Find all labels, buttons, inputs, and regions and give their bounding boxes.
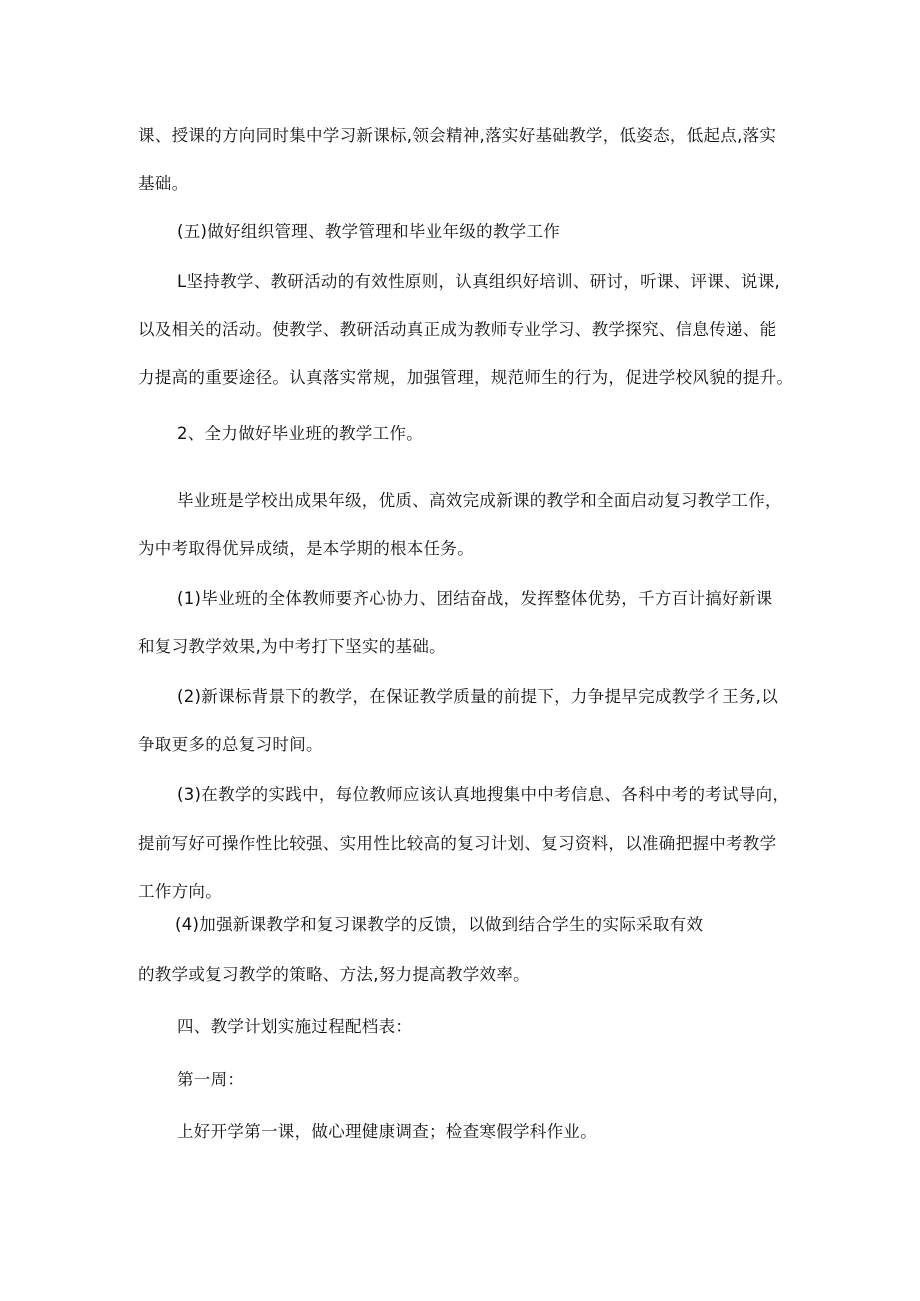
section-heading: (五)做好组织管理、教学管理和毕业年级的教学工作 [177, 222, 561, 241]
list-item-line: (2)新课标背景下的教学，在保证教学质量的前提下，力争提早完成教学彳王务,以 [177, 687, 779, 706]
paragraph-line: L坚持教学、教研活动的有效性原则，认真组织好培训、研讨，听课、评课、说课, [177, 272, 781, 291]
paragraph-line: 课、授课的方向同时集中学习新课标,领会精神,落实好基础教学，低姿态，低起点,落实 [138, 126, 777, 145]
list-item-line: (1)毕业班的全体教师要齐心协力、团结奋战，发挥整体优势，千方百计搞好新课 [177, 589, 773, 608]
paragraph-line: 争取更多的总复习时间。 [138, 735, 323, 754]
week-task: 上好开学第一课，做心理健康调查；检查寒假学科作业。 [177, 1122, 597, 1141]
paragraph-line: 毕业班是学校出成果年级，优质、高效完成新课的教学和全面启动复习教学工作， [177, 491, 782, 510]
paragraph-line: 提前写好可操作性比较强、实用性比较高的复习计划、复习资料，以准确把握中考教学 [138, 834, 777, 853]
paragraph-line: 力提高的重要途径。认真落实常规，加强管理，规范师生的行为，促进学校风貌的提升。 [138, 368, 794, 387]
section-heading: 四、教学计划实施过程配档表： [177, 1017, 413, 1036]
paragraph-line: 以及相关的活动。使教学、教研活动真正成为教师专业学习、教学探究、信息传递、能 [138, 320, 777, 339]
paragraph-line: 基础。 [138, 174, 189, 193]
list-item-line: (4)加强新课教学和复习课教学的反馈，以做到结合学生的实际采取有效 [175, 915, 704, 934]
paragraph-line: 和复习教学效果,为中考打下坚实的基础。 [138, 637, 446, 656]
list-item-line: (3)在教学的实践中，每位教师应该认真地搜集中中考信息、各科中考的考试导向， [177, 785, 790, 804]
paragraph-line: 工作方向。 [138, 882, 222, 901]
week-label: 第一周： [177, 1070, 245, 1089]
paragraph-line: 为中考取得优异成绩，是本学期的根本任务。 [138, 539, 474, 558]
paragraph-line: 的教学或复习教学的策略、方法,努力提高教学效率。 [138, 965, 530, 984]
subsection-heading: 2、全力做好毕业班的教学工作。 [177, 424, 423, 443]
